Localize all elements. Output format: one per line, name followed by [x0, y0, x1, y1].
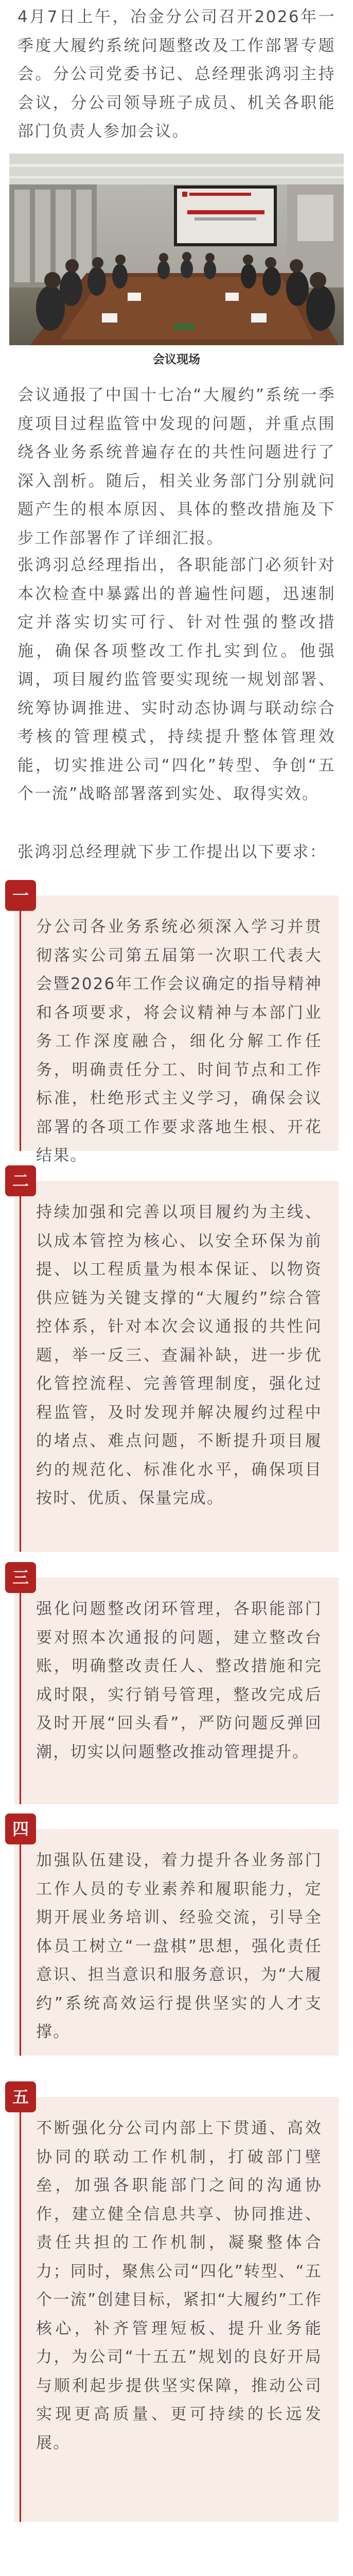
requirement-number-badge: 一 — [5, 880, 36, 911]
requirement-card-1 — [14, 895, 339, 1165]
requirement-divider — [20, 1191, 21, 1552]
requirement-card-3 — [14, 1578, 339, 1804]
requirement-divider — [20, 907, 21, 1151]
requirement-number-badge: 四 — [5, 1814, 36, 1844]
requirement-divider — [20, 1839, 21, 2056]
requirement-text: 加强队伍建设，着力提升各业务部门工作人员的专业素养和履职能力，定期开展业务培训、经验交流，引导全体员工树立“一盘棋”思想，强化责任意识、担当意识和服务意识，为“大履约”系统高效运行提供坚实的人才支撑。 — [36, 1851, 322, 2041]
requirement-text: 强化问题整改闭环管理，各职能部门要对照本次通报的问题，建立整改台账，明确整改责任人、整改措施和完成时限，实行销号管理，整改完成后及时开展“回头看”，严防问题反弹回潮，切实以问题整改推动管理提升。 — [36, 1600, 322, 1761]
requirement-text: 不断强化分公司内部上下贯通、高效协同的联动工作机制，打破部门壁垒，加强各职能部门之间的沟通协作，建立健全信息共享、协同推进、责任共担的工作机制，凝聚整体合力；同时，聚焦公司“四化”转型、“五个一流”创建目标，紧扣“大履约”工作核心，补齐管理短板、提升业务能力，为公司“十五五”规划的良好开局与顺利起步提供坚实保障，推动公司实现更高质量、更可持续的长远发展。 — [36, 2119, 322, 2452]
requirement-card-2 — [14, 1181, 339, 1552]
requirement-number-badge: 二 — [5, 1165, 36, 1196]
instruction-paragraph: 张鸿羽总经理指出，各职能部门必须针对本次检查中暴露出的普遍性问题，迅速制定并落实切实可行、针对性强的整改措施，确保各项整改工作扎实到位。他强调，项目履约监管要实现统一规划部署、统筹协调推进、实时动态协调与联动综合考核的管理模式，持续提升整体管理效能，切实推进公司“四化”转型、争创“五个一流”战略部署落到实处、取得实效。 — [17, 556, 336, 803]
photo-caption: 会议现场 — [153, 353, 200, 366]
requirement-text: 持续加强和完善以项目履约为主线、以成本管控为核心、以安全环保为前提、以工程质量为根本保证、以物资供应链为关键支撑的“大履约”综合管控体系，针对本次会议通报的共性问题，举一反三、查漏补缺，进一步优化管控流程、完善管理制度，强化过程监管，及时发现并解决履约过程中的堵点、难点问题，不断提升项目履约的规范化、标准化水平，确保项目按时、优质、保量完成。 — [36, 1203, 322, 1507]
requirement-number-badge: 三 — [5, 1562, 36, 1593]
requirement-card-4 — [14, 1829, 339, 2056]
requirement-divider — [20, 2107, 21, 2522]
requirements-lead: 张鸿羽总经理就下步工作提出以下要求： — [17, 843, 327, 861]
report-paragraph: 会议通报了中国十七冶“大履约”系统一季度项目过程监管中发现的问题，并重点围绕各业务系统普遍存在的共性问题进行了深入剖析。随后，相关业务部门分别就问题产生的根本原因、具体的整改措施及下步工作部署作了详细汇报。 — [17, 386, 336, 548]
requirement-card-5 — [14, 2097, 339, 2522]
requirement-number-badge: 五 — [5, 2081, 36, 2112]
intro-paragraph: 4月7日上午，冶金分公司召开2026年一季度大履约系统问题整改及工作部署专题会。分公司党委书记、总经理张鸿羽主持会议，分公司领导班子成员、机关各职能部门负责人参加会议。 — [17, 8, 336, 141]
meeting-photo — [9, 154, 344, 345]
requirement-divider — [20, 1588, 21, 1804]
requirement-text: 分公司各业务系统必须深入学习并贯彻落实公司第五届第一次职工代表大会暨2026年工作会议确定的指导精神和各项要求，将会议精神与本部门业务工作深度融合，细化分解工作任务，明确责任分工、时间节点和工作标准，杜绝形式主义学习，确保会议部署的各项工作要求落地生根、开花结果。 — [36, 918, 322, 1165]
